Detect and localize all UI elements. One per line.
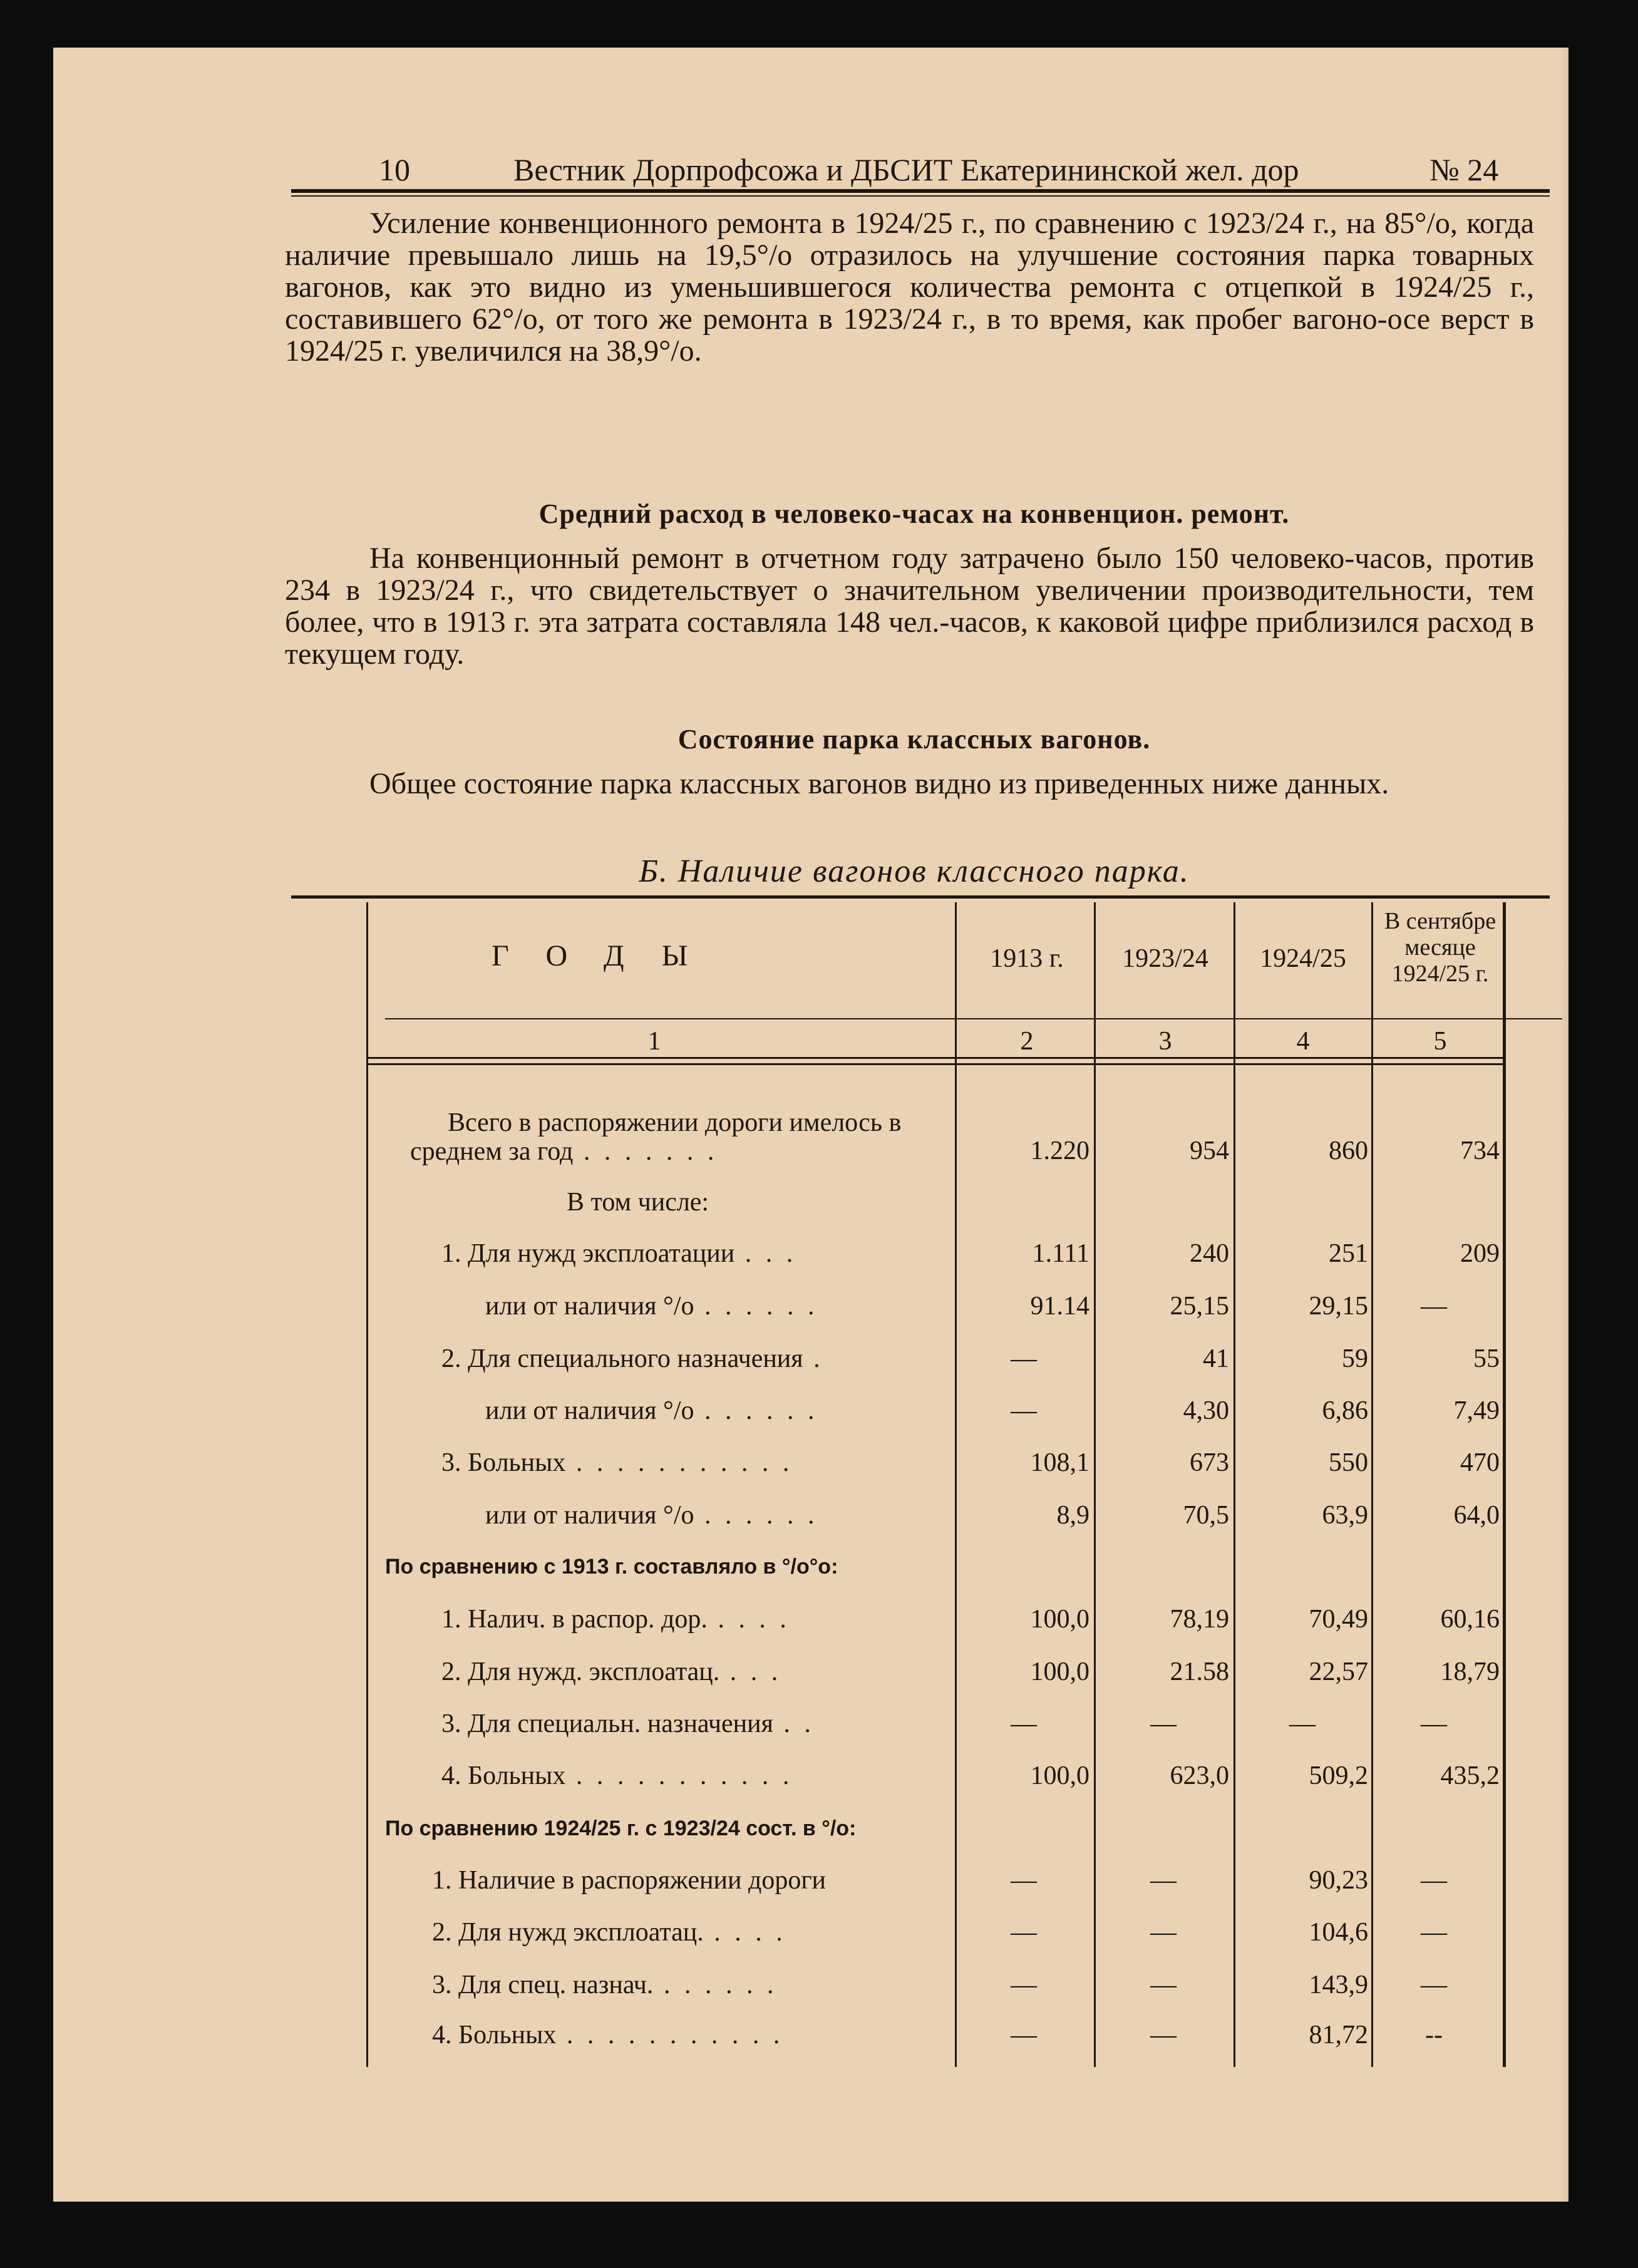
table-cell: 435,2: [1440, 1761, 1500, 1790]
leader-dots: . . . .: [703, 1918, 786, 1947]
table-cell: —: [1421, 1866, 1447, 1895]
table-cell: 251: [1329, 1239, 1368, 1268]
table-cell: 673: [1190, 1448, 1229, 1477]
table-cell: 550: [1329, 1448, 1368, 1477]
row-label: 4. Больных: [432, 2021, 557, 2049]
table-cell: 100,0: [1030, 1605, 1089, 1634]
row-label: 2. Для нужд эксплоатац.: [432, 1918, 704, 1947]
table-cell: 509,2: [1309, 1761, 1368, 1790]
col-divider-3: [1234, 902, 1235, 2067]
table-row-label: [432, 2021, 783, 2049]
table-cell: 4,30: [1183, 1396, 1229, 1425]
table-left-border: [366, 902, 368, 2067]
leader-dots: .: [803, 1344, 824, 1373]
table-cell: 1.111: [1032, 1239, 1089, 1268]
col-header-sept: В сентябре месяце 1924/25 г.: [1384, 908, 1496, 987]
table-cell: 6,86: [1322, 1396, 1368, 1425]
table-cell: --: [1425, 2021, 1443, 2049]
row-label: 2. Для нужд. эксплоатац.: [441, 1657, 720, 1686]
table-cell: —: [1150, 1866, 1177, 1895]
header-rule-bottom-1: [366, 1057, 1506, 1059]
col-number-4: 4: [1296, 1027, 1310, 1056]
table-cell: 954: [1190, 1137, 1229, 1165]
table-row-label: [441, 1345, 824, 1373]
row-label: 2. Для специального назначения: [441, 1344, 803, 1373]
table-cell: 209: [1460, 1239, 1500, 1268]
col-header-1913: 1913 г.: [990, 944, 1064, 973]
col-header-years: ГОДЫ: [492, 939, 726, 972]
table-cell: 70,5: [1183, 1501, 1229, 1530]
table-cell: —: [1150, 1971, 1177, 1999]
table-row-label: [441, 1710, 815, 1738]
table-cell: —: [1289, 1709, 1316, 1738]
row-label: Всего в распоряжении дороги имелось в среднем за год: [410, 1108, 902, 1166]
table-cell: 55: [1473, 1344, 1500, 1373]
table-row-label: [432, 1971, 777, 1999]
table-cell: —: [1421, 1971, 1447, 1999]
row-label: 4. Больных: [441, 1761, 566, 1790]
row-label: или от наличия °/о: [485, 1396, 694, 1425]
table-cell: 8,9: [1056, 1501, 1089, 1530]
table-cell: 100,0: [1030, 1761, 1089, 1790]
book-spine-shadow: [1561, 48, 1568, 2202]
issue-number: № 24: [1429, 152, 1499, 187]
paragraph-2: На конвенционный ремонт в отчетном году затрачено было 150 человеко-часов, против 234 в 1923/24 г., что свидетельствует о значительном увеличении производительности, тем более, что в 1913 г. эта затрата составляла 148 чел.-часов, к каковой цифре приблизился расход в текущем году.: [285, 542, 1534, 671]
leader-dots: . . . . . .: [694, 1396, 818, 1425]
table-cell: 70,49: [1309, 1605, 1368, 1634]
table-cell: 22,57: [1309, 1657, 1368, 1686]
table-cell: 470: [1460, 1448, 1500, 1477]
row-label: 3. Больных: [441, 1448, 566, 1477]
table-row-label: [432, 1867, 826, 1894]
table-cell: 240: [1190, 1239, 1229, 1268]
row-label: 3. Для спец. назнач.: [432, 1971, 654, 1999]
table-row-label: [485, 1502, 818, 1529]
row-label: или от наличия °/о: [485, 1292, 694, 1321]
col-header-1923-24: 1923/24: [1122, 944, 1208, 973]
table-row-label: [485, 1292, 818, 1320]
leader-dots: . . . . . . . . . . .: [565, 1761, 793, 1790]
col-number-5: 5: [1433, 1027, 1447, 1056]
table-cell: —: [1421, 1292, 1447, 1321]
leader-dots: . .: [773, 1709, 815, 1738]
header-rule: [291, 189, 1550, 193]
leader-dots: . . . . . .: [694, 1292, 818, 1321]
table-caption: Б. Наличие вагонов классного парка.: [639, 853, 1190, 889]
col-divider-1: [955, 902, 957, 2067]
leader-dots: . . . . . .: [694, 1501, 818, 1530]
header-rule-bottom-2: [366, 1063, 1506, 1065]
table-cell: —: [1011, 1396, 1037, 1425]
page-content: [53, 48, 1556, 2202]
table-cell: —: [1150, 1709, 1177, 1738]
header-rule-thin: [291, 195, 1550, 197]
table-cell: 623,0: [1170, 1761, 1229, 1790]
col-header-1924-25: 1924/25: [1260, 944, 1346, 973]
leader-dots: . . . . . . .: [573, 1137, 718, 1166]
leader-dots: . . .: [719, 1657, 782, 1686]
table-right-border: [1503, 902, 1506, 2067]
table-cell: —: [1150, 1918, 1177, 1947]
col-number-2: 2: [1020, 1027, 1034, 1056]
table-cell: 18,79: [1440, 1657, 1500, 1686]
journal-title: Вестник Дорпрофсожа и ДБСИТ Екатерининской жел. дор: [513, 152, 1299, 187]
row-label: 1. Для нужд эксплоатации: [441, 1239, 735, 1268]
table-row-label: [432, 1919, 786, 1946]
table-cell: 143,9: [1309, 1971, 1368, 1999]
table-cell: —: [1421, 1709, 1447, 1738]
table-section-label: По сравнению с 1913 г. составляло в °/о°о:: [385, 1555, 838, 1579]
col-number-3: 3: [1158, 1027, 1172, 1056]
table-cell: —: [1150, 2021, 1177, 2049]
leader-dots: . . . .: [707, 1605, 790, 1634]
table-cell: —: [1421, 1918, 1447, 1947]
table-cell: 21.58: [1170, 1657, 1229, 1686]
table-cell: 7,49: [1453, 1396, 1500, 1425]
table-cell: —: [1011, 1709, 1037, 1738]
section-heading-1: Средний расход в человеко-часах на конвенцион. ремонт.: [538, 498, 1290, 529]
row-label: 1. Налич. в распор. дор.: [441, 1605, 708, 1634]
table-cell: 41: [1203, 1344, 1229, 1373]
table-cell: 64,0: [1453, 1501, 1500, 1530]
table-section-label: По сравнению 1924/25 г. с 1923/24 сост. в °/о:: [385, 1817, 857, 1840]
table-row-label: [441, 1449, 793, 1477]
table-row-label: [485, 1397, 818, 1425]
table-cell: —: [1011, 2021, 1037, 2049]
row-label: или от наличия °/о: [485, 1501, 694, 1530]
table-cell: —: [1011, 1344, 1037, 1373]
table-cell: 90,23: [1309, 1866, 1368, 1895]
table-cell: 108,1: [1030, 1448, 1089, 1477]
table-cell: 100,0: [1030, 1657, 1089, 1686]
table-cell: 25,15: [1170, 1292, 1229, 1321]
table-cell: 104,6: [1309, 1918, 1368, 1947]
paragraph-3: Общее состояние парка классных вагонов видно из приведенных ниже данных.: [369, 767, 1389, 800]
page: [53, 48, 1568, 2202]
table-cell: 81,72: [1309, 2021, 1368, 2049]
col-number-1: 1: [647, 1027, 661, 1056]
section-heading-2: Состояние парка классных вагонов.: [677, 724, 1151, 755]
table-subheading: В том числе:: [567, 1188, 709, 1217]
table-cell: 91.14: [1030, 1292, 1089, 1321]
table-top-rule: [291, 895, 1550, 899]
table-cell: 78,19: [1170, 1605, 1229, 1634]
row-label: 1. Наличие в распоряжении дороги: [432, 1866, 827, 1895]
table-row-label: [441, 1606, 790, 1633]
leader-dots: . . .: [734, 1239, 797, 1268]
paragraph-1: Усиление конвенционного ремонта в 1924/25 г., по сравнению с 1923/24 г., на 85°/о, когда наличие превышало лишь на 19,5°/о отразилось на улучшение состояния парка товарных вагонов, как это видно из уменьшившегося количества ремонта с отцепкой в 1924/25 г., составившего 62°/о, от того же ремонта в 1923/24 г., в то время, как пробег вагоно-осе верст в 1924/25 г. увеличился на 38,9°/о.: [285, 207, 1534, 368]
leader-dots: . . . . . .: [653, 1971, 778, 1999]
header-rule-mid: [385, 1018, 1562, 1019]
col-divider-2: [1094, 902, 1096, 2067]
table-cell: 60,16: [1440, 1605, 1500, 1634]
page-number: 10: [379, 152, 410, 187]
leader-dots: . . . . . . . . . . .: [556, 2021, 784, 2049]
table-cell: —: [1011, 1971, 1037, 1999]
table-cell: 734: [1460, 1137, 1500, 1165]
row-label: 3. Для специальн. назначения: [441, 1709, 773, 1738]
table-cell: 63,9: [1322, 1501, 1368, 1530]
table-cell: —: [1011, 1918, 1037, 1947]
leader-dots: . . . . . . . . . . .: [565, 1448, 793, 1477]
table-cell: 29,15: [1309, 1292, 1368, 1321]
table-row-label: [441, 1240, 796, 1267]
table-row-label: [410, 1108, 949, 1166]
table-row-label: [441, 1762, 793, 1790]
table-cell: 59: [1342, 1344, 1368, 1373]
table-cell: —: [1011, 1866, 1037, 1895]
table-cell: 1.220: [1030, 1137, 1089, 1165]
table-cell: 860: [1329, 1137, 1368, 1165]
table-row-label: [441, 1658, 781, 1686]
